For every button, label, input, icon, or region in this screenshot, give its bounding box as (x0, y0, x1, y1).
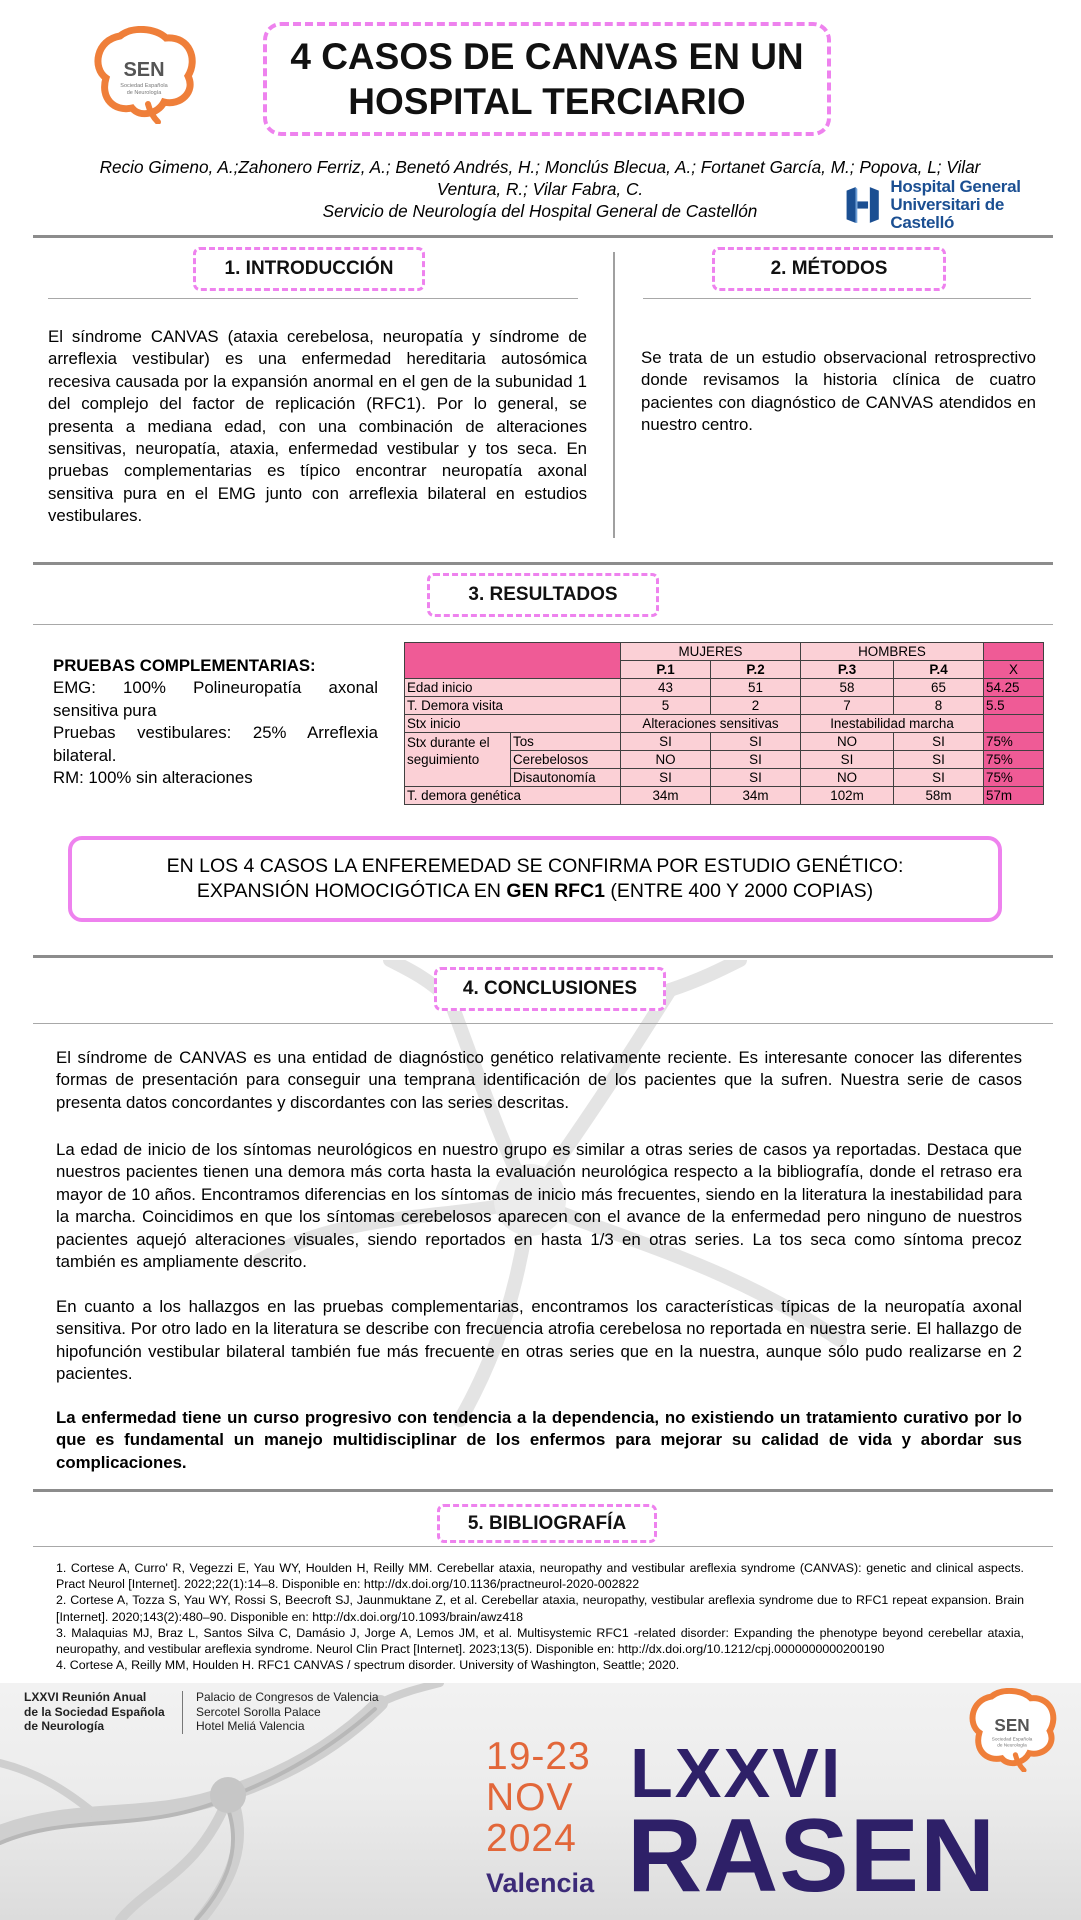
table-cell: 102m (801, 787, 894, 805)
conclusions-paragraph-3: En cuanto a los hallazgos en las pruebas complementarias, encontramos los características típicas de la neuropatía axonal sensitiva. Por otro lado en la literatura se describe con frecuencia atrofia cerebelosa no reportada en nuestra serie. El hallazgo de hipofunción vestibular bilateral también fue más frecuente en otras series que en la nuestra, aunque sólo pudo realizarse en 2 pacientes. (56, 1297, 1022, 1384)
patient-header: P.1 (621, 661, 711, 679)
complementary-tests (53, 655, 378, 789)
table-cell: 2 (711, 697, 801, 715)
mean-header: X (984, 661, 1044, 679)
mri-result: RM: 100% sin alteraciones (53, 768, 253, 788)
row-label: Stx durante el seguimiento (405, 733, 511, 787)
svg-text:SEN: SEN (994, 1714, 1030, 1735)
methods-divider (643, 298, 1031, 299)
row-label: T. demora genética (405, 787, 621, 805)
table-cell: 43 (621, 679, 711, 697)
table-corner (405, 643, 621, 679)
poster-title: 4 CASOS DE CANVAS EN UN HOSPITAL TERCIARIO (290, 36, 804, 122)
mean-cell: 57m (984, 787, 1044, 805)
table-row (405, 715, 1044, 733)
intro-heading: 1. INTRODUCCIÓN (193, 247, 425, 291)
congress-edition: LXXVI (630, 1734, 843, 1812)
congress-org: LXXVI Reunión Anual de la Sociedad Española de Neurología (24, 1690, 165, 1733)
mean-cell: 5.5 (984, 697, 1044, 715)
svg-text:de Neurología: de Neurología (126, 90, 162, 96)
row-label: Edad inicio (405, 679, 621, 697)
results-heading: 3. RESULTADOS (427, 573, 659, 617)
svg-text:SEN: SEN (123, 59, 165, 81)
row-sublabel: Cerebelosos (511, 751, 621, 769)
congress-dates: 19-23 NOV 2024 (486, 1735, 591, 1860)
table-corner-right (984, 643, 1044, 661)
section-divider-results (33, 562, 1053, 565)
section-divider-bibliography (33, 1489, 1053, 1492)
group-men: HOMBRES (801, 643, 984, 661)
table-row (405, 679, 1044, 697)
table-cell: NO (621, 751, 711, 769)
conclusions-paragraph-2: La edad de inicio de los síntomas neurológicos en nuestro grupo es similar a otras series de casos ya reportadas. Destaca que nuestros pacientes tienen una demora más corta hasta la evaluación neurológica respecto a la bibliografía, donde el retraso era mayor de 10 años. Encontramos diferencias en los síntomas de inicio más frecuentes, siendo en la literatura la inestabilidad para la marcha. Coincidimos en que los síntomas cerebelosos aparecen con el avance de la enfermedad pero ninguno de nuestros pacientes aquejó alteraciones visuales, siendo reportados en hasta 1/3 en otras series. La tos seca como síntoma precoz también es ampliamente descrito. (56, 1140, 1022, 1272)
conclusions-paragraph-4: La enfermedad tiene un curso progresivo con tendencia a la dependencia, no existiendo un tratamiento curativo por lo que es fundamental un manejo multidisciplinar de los enfermos para mejorar su calidad de vida y abordar sus complicaciones. (56, 1408, 1022, 1472)
table-cell: SI (801, 751, 894, 769)
affiliation: Servicio de Neurología del Hospital General de Castellón (322, 201, 758, 221)
conclusions-paragraph-1: El síndrome de CANVAS es una entidad de diagnóstico genético relativamente reciente. Es interesante conocer las diferentes formas de presentación para conseguir una temprana identificación de los pacientes que la sufren. Nuestra serie de casos presenta datos concordantes y discordantes con las series descritas. (56, 1048, 1022, 1112)
congress-venues: Palacio de Congresos de Valencia Sercotel Sorolla Palace Hotel Meliá Valencia (196, 1690, 379, 1733)
patient-header: P.2 (711, 661, 801, 679)
hospital-logo (843, 177, 1053, 232)
section-divider-conclusions (33, 955, 1053, 958)
mean-cell: 54.25 (984, 679, 1044, 697)
bibliography-heading: 5. BIBLIOGRAFÍA (437, 1504, 657, 1543)
emg-result: EMG: 100% Polineuropatía axonal sensitiva pura (53, 678, 378, 720)
row-label: T. Demora visita (405, 697, 621, 715)
table-cell: SI (894, 751, 984, 769)
table-row (405, 643, 1044, 661)
banner-line-2: EXPANSIÓN HOMOCIGÓTICA EN GEN RFC1 (ENTRE 400 Y 2000 COPIAS) (196, 880, 874, 902)
congress-name: RASEN (627, 1798, 997, 1914)
table-cell: SI (621, 733, 711, 751)
mean-cell (984, 715, 1044, 733)
table-cell: 8 (894, 697, 984, 715)
table-cell: 51 (711, 679, 801, 697)
hospital-name-line-2: Universitari de Castelló (890, 195, 1004, 232)
methods-heading: 2. MÉTODOS (712, 247, 946, 291)
mean-cell: 75% (984, 769, 1044, 787)
bibliography-divider (33, 1546, 1053, 1547)
hospital-h-icon (843, 181, 882, 229)
table-cell: 34m (621, 787, 711, 805)
sen-logo (88, 26, 200, 124)
hospital-name-line-1: Hospital General (890, 177, 1021, 196)
table-cell: SI (621, 769, 711, 787)
table-cell: NO (801, 733, 894, 751)
table-cell: SI (711, 733, 801, 751)
table-cell: 34m (711, 787, 801, 805)
table-cell: Alteraciones sensitivas (621, 715, 801, 733)
conclusions-heading: 4. CONCLUSIONES (434, 967, 666, 1011)
reference-item: 4. Cortese A, Reilly MM, Houlden H. RFC1 CANVAS / spectrum disorder. University of Washington, Seattle; 2020. (56, 1658, 680, 1673)
svg-text:Sociedad Española: Sociedad Española (120, 83, 168, 89)
authors-line-1: Recio Gimeno, A.;Zahonero Ferriz, A.; Benetó Andrés, H.; Monclús Blecua, A.; Fortanet García, M.; Popova, L; Vilar (99, 157, 981, 177)
authors-line-2: Ventura, R.; Vilar Fabra, C. (436, 179, 644, 199)
intro-text: El síndrome CANVAS (ataxia cerebelosa, neuropatía y síndrome de arreflexia vestibular) es una enfermedad hereditaria autosómica recesiva causada por la expansión anormal en el gen de la subunidad 1 del complejo del factor de replicación (RFC1). Por lo general, se presenta a mediana edad, con una combinación de alteraciones sensitivas, neuropatía, ataxia, enfermedad vestibular y tos seca. En pruebas complementarias es típico encontrar neuropatía axonal sensitiva pura en el EMG junto con arreflexia bilateral en estudios vestibulares. (48, 327, 587, 526)
table-row (405, 733, 1044, 751)
svg-text:Sociedad Española: Sociedad Española (991, 1736, 1033, 1742)
sen-logo-footer (962, 1688, 1062, 1772)
table-cell: 65 (894, 679, 984, 697)
reference-list (56, 1560, 1024, 1673)
table-cell: 5 (621, 697, 711, 715)
row-label: Stx inicio (405, 715, 621, 733)
group-women: MUJERES (621, 643, 801, 661)
mean-cell: 75% (984, 733, 1044, 751)
table-row (405, 787, 1044, 805)
table-cell: SI (894, 769, 984, 787)
intro-divider (48, 298, 578, 299)
banner-line-1: EN LOS 4 CASOS LA ENFEREMEDAD SE CONFIRMA POR ESTUDIO GENÉTICO: (166, 855, 904, 877)
complementary-tests-heading: PRUEBAS COMPLEMENTARIAS: (53, 656, 316, 675)
mean-cell: 75% (984, 751, 1044, 769)
header-divider (33, 235, 1053, 238)
table-row (405, 697, 1044, 715)
row-sublabel: Tos (511, 733, 621, 751)
table-cell: 7 (801, 697, 894, 715)
poster-title-box (263, 22, 831, 136)
table-cell: NO (801, 769, 894, 787)
footer-separator (182, 1691, 183, 1734)
patient-header: P.3 (801, 661, 894, 679)
methods-text: Se trata de un estudio observacional retrosprectivo donde revisamos la historia clínica de cuatro pacientes con diagnóstico de CANVAS atendidos en nuestro centro. (641, 348, 1036, 435)
svg-text:de Neurología: de Neurología (997, 1742, 1027, 1748)
reference-item: 3. Malaquias MJ, Braz L, Santos Silva C, Damásio J, Jorge A, Lemos JM, et al. Multisystemic RFC1 -related disorder: Expanding the phenotype beyond cerebellar ataxia, neuropathy, and vestibular areflexia syndrome. Neurol Clin Pract [Internet]. 2023;13(5). Disponible en: http://dx.doi.org/10.1212/cpj.0000000000200190 (56, 1625, 1024, 1657)
table-cell: 58 (801, 679, 894, 697)
conclusions-divider (33, 1023, 1053, 1024)
table-cell: Inestabilidad marcha (801, 715, 984, 733)
genetic-confirmation-banner (68, 836, 1002, 922)
patient-header: P.4 (894, 661, 984, 679)
results-divider (33, 624, 1053, 625)
table-cell: SI (894, 733, 984, 751)
reference-item: 2. Cortese A, Tozza S, Yau WY, Rossi S, Beecroft SJ, Jaunmuktane Z, et al. Cerebellar ataxia, neuropathy, vestibular areflexia syndrome due to RFC1 repeat expansion. Brain [Internet]. 2020;143(2):480–90. Disponible en: http://dx.doi.org/10.1093/brain/awz418 (56, 1593, 1024, 1624)
results-table (404, 642, 1044, 805)
column-divider (613, 252, 615, 538)
vestibular-result: Pruebas vestibulares: 25% Arreflexia bilateral. (53, 723, 378, 765)
table-cell: SI (711, 751, 801, 769)
table-cell: SI (711, 769, 801, 787)
table-cell: 58m (894, 787, 984, 805)
congress-city: Valencia (486, 1868, 595, 1898)
row-sublabel: Disautonomía (511, 769, 621, 787)
reference-item: 1. Cortese A, Curro' R, Vegezzi E, Yau WY, Houlden H, Reilly MM. Cerebellar ataxia, neuropathy and vestibular areflexia syndrome (CANVAS): genetic and clinical aspects. Pract Neurol [Internet]. 2022;22(1):14–8. Disponible en: http://dx.doi.org/10.1136/practneurol-2020-002822 (56, 1561, 1024, 1592)
